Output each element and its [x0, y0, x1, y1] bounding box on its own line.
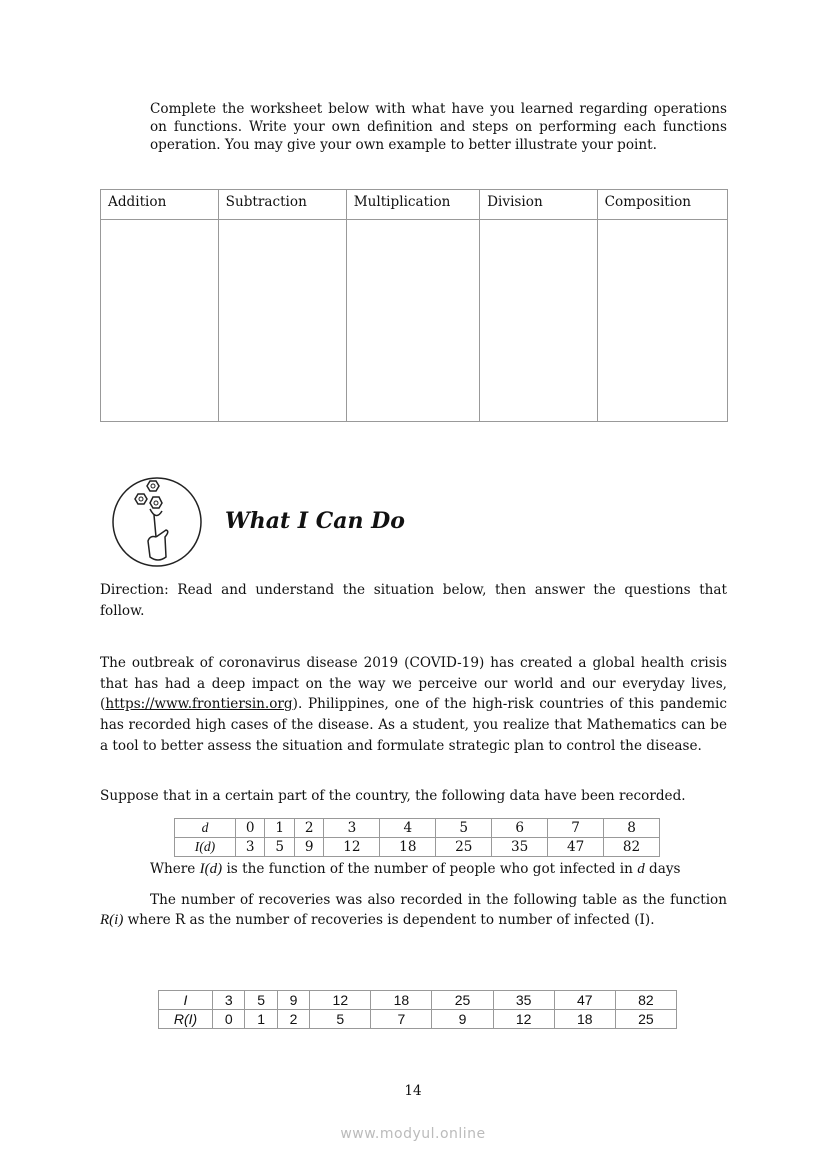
- table-cell: 2: [294, 819, 323, 838]
- suppose-text: Suppose that in a certain part of the country, the following data have been recorded.: [100, 788, 686, 804]
- table-cell: 47: [548, 838, 604, 857]
- table-cell: 2: [277, 1010, 309, 1029]
- table-cell: 5: [265, 838, 294, 857]
- caption-text-mid: is the function of the number of people who got infected in: [222, 861, 638, 877]
- worksheet-answer-cell[interactable]: [218, 220, 346, 422]
- table-cell: 3: [324, 819, 380, 838]
- table-cell: 5: [436, 819, 492, 838]
- caption-var: d: [637, 861, 645, 877]
- worksheet-answer-cell[interactable]: [597, 220, 727, 422]
- section-title: What I Can Do: [225, 508, 405, 534]
- direction-text: Direction: Read and understand the situation below, then answer the questions that follow.: [100, 582, 727, 619]
- worksheet-answer-cell[interactable]: [480, 220, 597, 422]
- table-cell: 9: [277, 991, 309, 1010]
- frontiersin-link[interactable]: https://www.frontiersin.org: [105, 696, 293, 713]
- watermark: www.modyul.online: [340, 1126, 486, 1142]
- table-cell: 35: [492, 838, 548, 857]
- table-cell: 1: [245, 1010, 277, 1029]
- table-cell: 8: [604, 819, 660, 838]
- table-cell: 5: [310, 1010, 371, 1029]
- table-cell: 12: [324, 838, 380, 857]
- page-number: 14: [404, 1083, 422, 1099]
- table-cell: 7: [548, 819, 604, 838]
- row-label-d: d: [175, 819, 236, 838]
- worksheet-table: [100, 189, 728, 422]
- recoveries-text-post: where R as the number of recoveries is dependent to number of infected (I).: [123, 911, 655, 928]
- table-cell: 35: [493, 991, 554, 1010]
- worksheet-header: Division: [480, 190, 597, 220]
- situation-text-cont: ). Philippines, one of the high-risk countries of this pandemic has recorded high cases of the disease. As a student, you realize that Mathematics can be a tool to better assess the situation and formulate strategic plan to control the disease.: [100, 696, 727, 754]
- recoveries-text: The number of recoveries was also recorded in the following table as the function: [150, 892, 727, 908]
- table-cell: 18: [554, 1010, 615, 1029]
- table-cell: 4: [380, 819, 436, 838]
- row-label-RI: R(I): [159, 1010, 213, 1029]
- table-cell: 82: [604, 838, 660, 857]
- worksheet-header: Subtraction: [218, 190, 346, 220]
- table-cell: 12: [310, 991, 371, 1010]
- table-cell: 0: [236, 819, 265, 838]
- recoveries-paragraph: [100, 891, 727, 930]
- infected-caption: [150, 861, 681, 878]
- table-cell: 82: [615, 991, 676, 1010]
- caption-text: Where: [150, 861, 200, 877]
- worksheet-answer-cell[interactable]: [101, 220, 219, 422]
- table-cell: 12: [493, 1010, 554, 1029]
- recoveries-fn: R(i): [100, 911, 124, 928]
- row-label-Id: I(d): [175, 838, 236, 857]
- worksheet-header: Addition: [101, 190, 219, 220]
- table-cell: 9: [294, 838, 323, 857]
- table-cell: 5: [245, 991, 277, 1010]
- table-cell: 3: [213, 991, 245, 1010]
- worksheet-answer-cell[interactable]: [346, 220, 479, 422]
- row-label-I: I: [159, 991, 213, 1010]
- table-cell: 6: [492, 819, 548, 838]
- worksheet-header: Multiplication: [346, 190, 479, 220]
- recovery-table: [158, 990, 677, 1029]
- table-cell: 0: [213, 1010, 245, 1029]
- table-cell: 25: [432, 991, 493, 1010]
- table-cell: 7: [371, 1010, 432, 1029]
- intro-paragraph: Complete the worksheet below with what have you learned regarding operations on functions. Write your own definition and steps on performing each functions operation. You may give your own example to better illustrate your point.: [150, 101, 727, 154]
- table-cell: 18: [371, 991, 432, 1010]
- table-cell: 25: [436, 838, 492, 857]
- table-cell: 18: [380, 838, 436, 857]
- infected-table: [174, 818, 660, 857]
- table-cell: 9: [432, 1010, 493, 1029]
- caption-text-post: days: [644, 861, 681, 877]
- table-cell: 25: [615, 1010, 676, 1029]
- table-cell: 3: [236, 838, 265, 857]
- caption-fn: I(d): [199, 861, 223, 877]
- worksheet-header: Composition: [597, 190, 727, 220]
- table-cell: 1: [265, 819, 294, 838]
- situation-text: The outbreak of coronavirus disease 2019 (COVID-19) has created a global health crisis that has had a deep impact on the way we perceive our world and our everyday lives, (: [100, 655, 727, 713]
- table-cell: 47: [554, 991, 615, 1010]
- wrench-hand-icon: [110, 475, 205, 570]
- situation-paragraph: [100, 653, 727, 757]
